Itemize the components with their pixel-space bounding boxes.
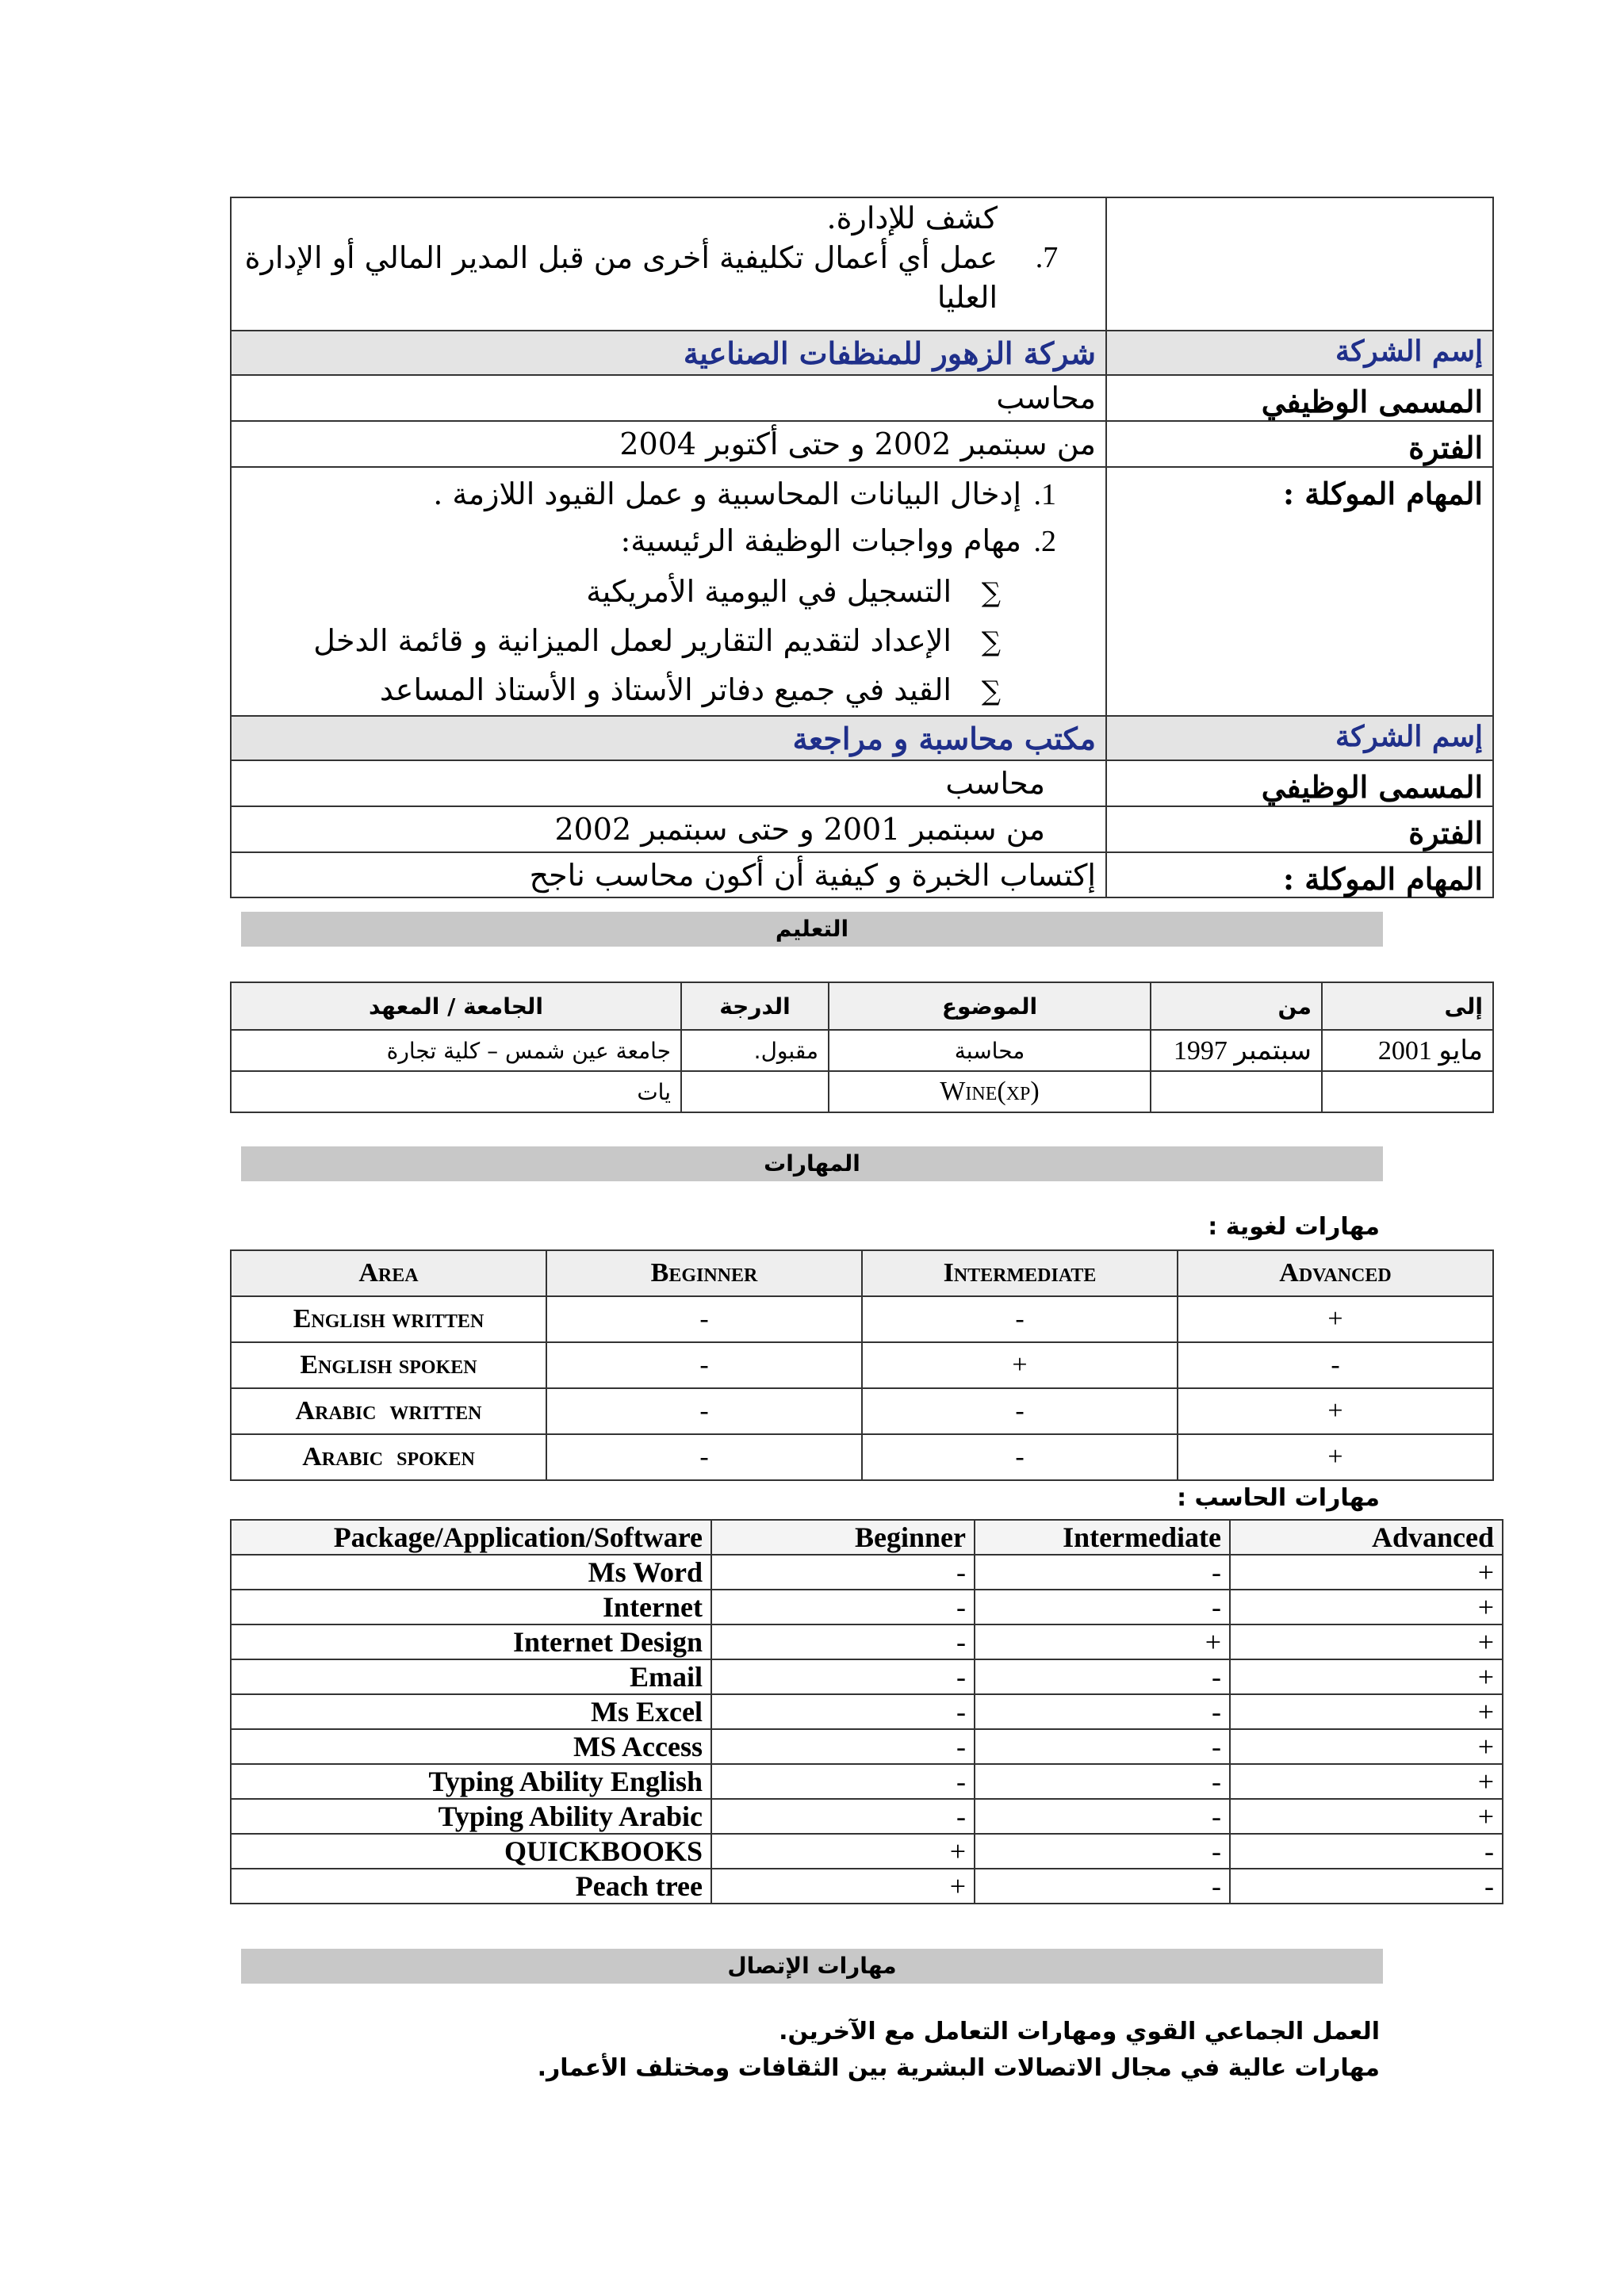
cell-advanced: - [1230, 1834, 1503, 1869]
cell-intermediate: - [975, 1764, 1230, 1799]
tasks-label: المهام الموكلة : [1106, 852, 1493, 897]
sigma-bullet-icon: ∑ [981, 626, 1001, 658]
table-row [231, 1729, 1503, 1764]
cell-from: سبتمبر 1997 [1151, 1030, 1322, 1071]
table-row [231, 1659, 1503, 1694]
cell-beginner: - [711, 1555, 975, 1590]
cell-package: QUICKBOOKS [231, 1834, 711, 1869]
section-header-communication: مهارات الإتصال [241, 1949, 1383, 1984]
header-advanced: Advanced [1178, 1250, 1493, 1296]
cell-beginner: + [711, 1834, 975, 1869]
cell-advanced: + [1230, 1799, 1503, 1834]
tasks-content [231, 467, 1106, 716]
header-advanced: Advanced [1230, 1520, 1503, 1555]
table-row [231, 1071, 1493, 1112]
cell-package: Typing Ability Arabic [231, 1799, 711, 1834]
period-value: من سبتمبر 2001 و حتى سبتمبر 2002 [231, 806, 1106, 852]
task-text: عمل أي أعمال تكليفية أخرى من قبل المدير المالي أو الإدارة العليا [244, 240, 998, 315]
list-item: ∑القيد في جميع دفاتر الأستاذ و الأستاذ المساعد [241, 666, 1001, 715]
job-title: محاسب [231, 760, 1106, 806]
cell-advanced: - [1178, 1342, 1493, 1388]
table-row [231, 1694, 1503, 1729]
company-label: إسم الشركة [1106, 331, 1493, 375]
cell-subject: Wine(xp) [829, 1071, 1151, 1112]
cell-package: Internet [231, 1590, 711, 1624]
cell-area: Arabic spoken [231, 1434, 546, 1480]
cell-subject: محاسبة [829, 1030, 1151, 1071]
header-intermediate: Intermediate [975, 1520, 1230, 1555]
experience-empty-cell [1106, 197, 1493, 331]
header-to: إلى [1322, 982, 1493, 1030]
table-row [231, 1296, 1493, 1342]
computer-skills-title: مهارات الحاسب : [1177, 1484, 1380, 1512]
cell-package: MS Access [231, 1729, 711, 1764]
list-item: 1.إدخال البيانات المحاسبية و عمل القيود اللازمة . [433, 476, 1056, 511]
cell-beginner: - [711, 1624, 975, 1659]
cell-to: مايو 2001 [1322, 1030, 1493, 1071]
header-degree: الدرجة [681, 982, 829, 1030]
cell-advanced: + [1178, 1296, 1493, 1342]
cell-advanced: + [1230, 1555, 1503, 1590]
cell-intermediate: - [975, 1659, 1230, 1694]
list-item: 2.مهام وواجبات الوظيفة الرئيسية: [620, 523, 1056, 558]
communication-skills [476, 2014, 1380, 2087]
section-header-education: التعليم [241, 912, 1383, 947]
cell-intermediate: - [975, 1834, 1230, 1869]
cell-package: Internet Design [231, 1624, 711, 1659]
cell-beginner: - [546, 1342, 862, 1388]
table-row [231, 1555, 1503, 1590]
table-header-row [231, 982, 1493, 1030]
cell-beginner: - [711, 1659, 975, 1694]
cell-advanced: + [1230, 1624, 1503, 1659]
cell-degree [681, 1071, 829, 1112]
cell-intermediate: + [975, 1624, 1230, 1659]
task-number: 7. [1035, 241, 1059, 274]
table-header-row [231, 1250, 1493, 1296]
table-row [231, 1434, 1493, 1480]
cell-package: Peach tree [231, 1869, 711, 1904]
experience-table [230, 197, 1494, 898]
job-title-label: المسمى الوظيفي [1106, 760, 1493, 806]
cell-package: Ms Word [231, 1555, 711, 1590]
cell-university: يات [231, 1071, 681, 1112]
period-label: الفترة [1106, 806, 1493, 852]
cell-advanced: + [1230, 1694, 1503, 1729]
subtasks-list [241, 568, 1096, 715]
company-name: شركة الزهور للمنظفات الصناعية [231, 331, 1106, 375]
period-label: الفترة [1106, 421, 1493, 467]
table-row [231, 1624, 1503, 1659]
cell-beginner: - [546, 1434, 862, 1480]
cell-advanced: + [1230, 1729, 1503, 1764]
section-header-skills: المهارات [241, 1146, 1383, 1181]
table-row [231, 1388, 1493, 1434]
cell-advanced: + [1178, 1434, 1493, 1480]
tasks-value: إكتساب الخبرة و كيفية أن أكون محاسب ناجح [231, 852, 1106, 897]
job-title-label: المسمى الوظيفي [1106, 375, 1493, 421]
cell-university: جامعة عين شمس – كلية تجارة [231, 1030, 681, 1071]
cell-beginner: - [546, 1296, 862, 1342]
communication-line: العمل الجماعي القوي ومهارات التعامل مع الآخرين. [779, 2018, 1380, 2045]
table-row [231, 1764, 1503, 1799]
cell-beginner: + [711, 1869, 975, 1904]
cell-advanced: + [1230, 1764, 1503, 1799]
tasks-list [241, 468, 1096, 568]
table-row [231, 1834, 1503, 1869]
cell-package: Email [231, 1659, 711, 1694]
cell-area: English spoken [231, 1342, 546, 1388]
education-table [230, 982, 1494, 1113]
communication-line: مهارات عالية في مجال الاتصالات البشرية بين الثقافات ومختلف الأعمار. [537, 2054, 1380, 2082]
cell-intermediate: - [975, 1869, 1230, 1904]
cell-advanced: + [1230, 1590, 1503, 1624]
cell-beginner: - [711, 1590, 975, 1624]
cell-intermediate: - [975, 1799, 1230, 1834]
cell-beginner: - [711, 1694, 975, 1729]
header-from: من [1151, 982, 1322, 1030]
computer-skills-table [230, 1519, 1503, 1904]
cell-package: Ms Excel [231, 1694, 711, 1729]
cell-intermediate: - [862, 1296, 1178, 1342]
cell-beginner: - [711, 1764, 975, 1799]
language-skills-table [230, 1249, 1494, 1481]
cell-package: Typing Ability English [231, 1764, 711, 1799]
header-university: الجامعة / المعهد [231, 982, 681, 1030]
tasks-label: المهام الموكلة : [1106, 467, 1493, 716]
cell-intermediate: + [862, 1342, 1178, 1388]
language-skills-title: مهارات لغوية : [1208, 1213, 1380, 1241]
sigma-bullet-icon: ∑ [981, 577, 1001, 609]
cell-area: Arabic written [231, 1388, 546, 1434]
cell-advanced: - [1230, 1869, 1503, 1904]
list-item: ∑الإعداد لتقديم التقارير لعمل الميزانية و قائمة الدخل [241, 617, 1001, 666]
continued-tasks [231, 197, 1106, 331]
table-row [231, 1590, 1503, 1624]
header-package: Package/Application/Software [231, 1520, 711, 1555]
cell-intermediate: - [975, 1555, 1230, 1590]
header-intermediate: Intermediate [862, 1250, 1178, 1296]
cell-degree: مقبول. [681, 1030, 829, 1071]
cell-intermediate: - [862, 1434, 1178, 1480]
sigma-bullet-icon: ∑ [981, 675, 1001, 707]
cell-to [1322, 1071, 1493, 1112]
header-beginner: Beginner [546, 1250, 862, 1296]
list-item: ∑التسجيل في اليومية الأمريكية [241, 568, 1001, 617]
cell-advanced: + [1178, 1388, 1493, 1434]
company-label: إسم الشركة [1106, 716, 1493, 760]
cell-beginner: - [546, 1388, 862, 1434]
table-row [231, 1342, 1493, 1388]
cell-area: English written [231, 1296, 546, 1342]
cell-intermediate: - [862, 1388, 1178, 1434]
continued-line: كشف للإدارة. [826, 201, 998, 235]
header-subject: الموضوع [829, 982, 1151, 1030]
company-name: مكتب محاسبة و مراجعة [231, 716, 1106, 760]
cell-beginner: - [711, 1799, 975, 1834]
header-beginner: Beginner [711, 1520, 975, 1555]
table-row [231, 1869, 1503, 1904]
job-title: محاسب [231, 375, 1106, 421]
cell-advanced: + [1230, 1659, 1503, 1694]
cell-beginner: - [711, 1729, 975, 1764]
cell-intermediate: - [975, 1694, 1230, 1729]
cell-intermediate: - [975, 1729, 1230, 1764]
cell-intermediate: - [975, 1590, 1230, 1624]
table-row [231, 1030, 1493, 1071]
cell-from [1151, 1071, 1322, 1112]
table-row [231, 1799, 1503, 1834]
period-value: من سبتمبر 2002 و حتى أكتوبر 2004 [231, 421, 1106, 467]
table-header-row [231, 1520, 1503, 1555]
header-area: Area [231, 1250, 546, 1296]
